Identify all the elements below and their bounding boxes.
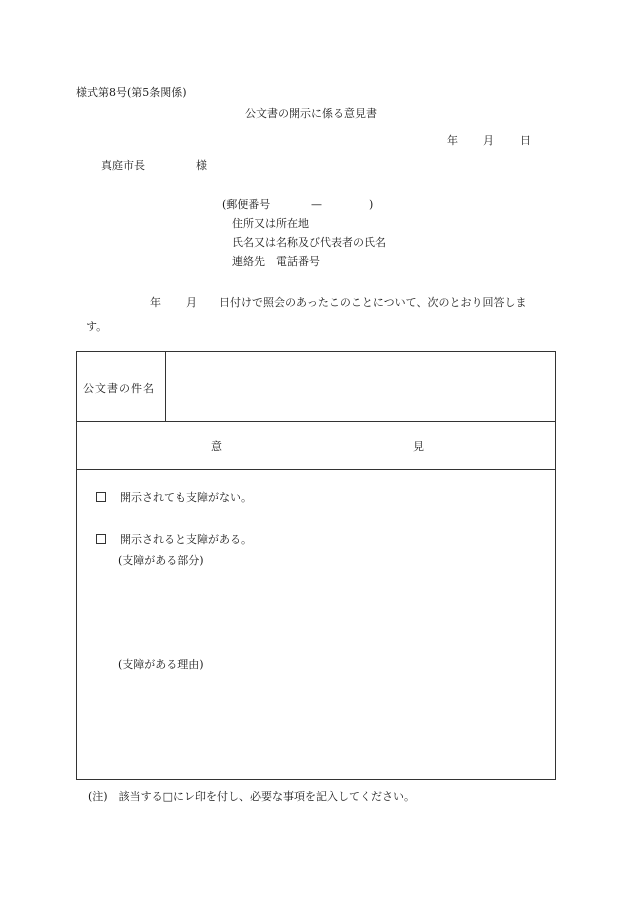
- option-has-problem-label: 開示されると支障がある。: [120, 533, 252, 546]
- addressee-name: 真庭市長: [101, 159, 145, 172]
- opinion-header-char-1: 意: [211, 440, 222, 453]
- form-number: 様式第8号(第5条関係): [76, 86, 187, 99]
- checkbox-icon[interactable]: [96, 534, 106, 544]
- date-month: 月: [483, 134, 494, 147]
- subject-label: 公文書の件名: [83, 382, 155, 395]
- sender-address-label: 住所又は所在地: [232, 217, 309, 230]
- addressee-honorific: 様: [196, 159, 207, 172]
- page-title: 公文書の開示に係る意見書: [245, 107, 377, 120]
- subject-row: [77, 352, 555, 422]
- option-no-problem-label: 開示されても支障がない。: [120, 491, 252, 504]
- postal-code-open: (郵便番号: [222, 198, 271, 211]
- opinion-header-row: [77, 422, 555, 470]
- intro-text-continuation: す。: [86, 320, 108, 333]
- subject-input[interactable]: [167, 352, 555, 421]
- problem-reason-label: (支障がある理由): [118, 658, 204, 671]
- postal-code-dash: —: [311, 198, 322, 211]
- opinion-table: [76, 351, 556, 780]
- date-year: 年: [447, 134, 458, 147]
- intro-year: 年: [150, 296, 161, 309]
- footnote: (注) 該当する□にレ印を付し、必要な事項を記入してください。: [88, 790, 415, 803]
- option-has-problem[interactable]: [96, 533, 252, 547]
- problem-part-label: (支障がある部分): [118, 554, 204, 567]
- postal-code-close: ): [369, 198, 374, 211]
- date-day: 日: [520, 134, 531, 147]
- subject-label-cell: [77, 352, 166, 421]
- opinion-header-char-2: 見: [413, 440, 424, 453]
- option-no-problem[interactable]: [96, 491, 252, 505]
- checkbox-icon[interactable]: [96, 492, 106, 502]
- intro-text: 日付けで照会のあったこのことについて、次のとおり回答しま: [219, 296, 527, 309]
- intro-month: 月: [186, 296, 197, 309]
- sender-name-label: 氏名又は名称及び代表者の氏名: [232, 236, 386, 249]
- sender-contact-label: 連絡先 電話番号: [232, 255, 320, 268]
